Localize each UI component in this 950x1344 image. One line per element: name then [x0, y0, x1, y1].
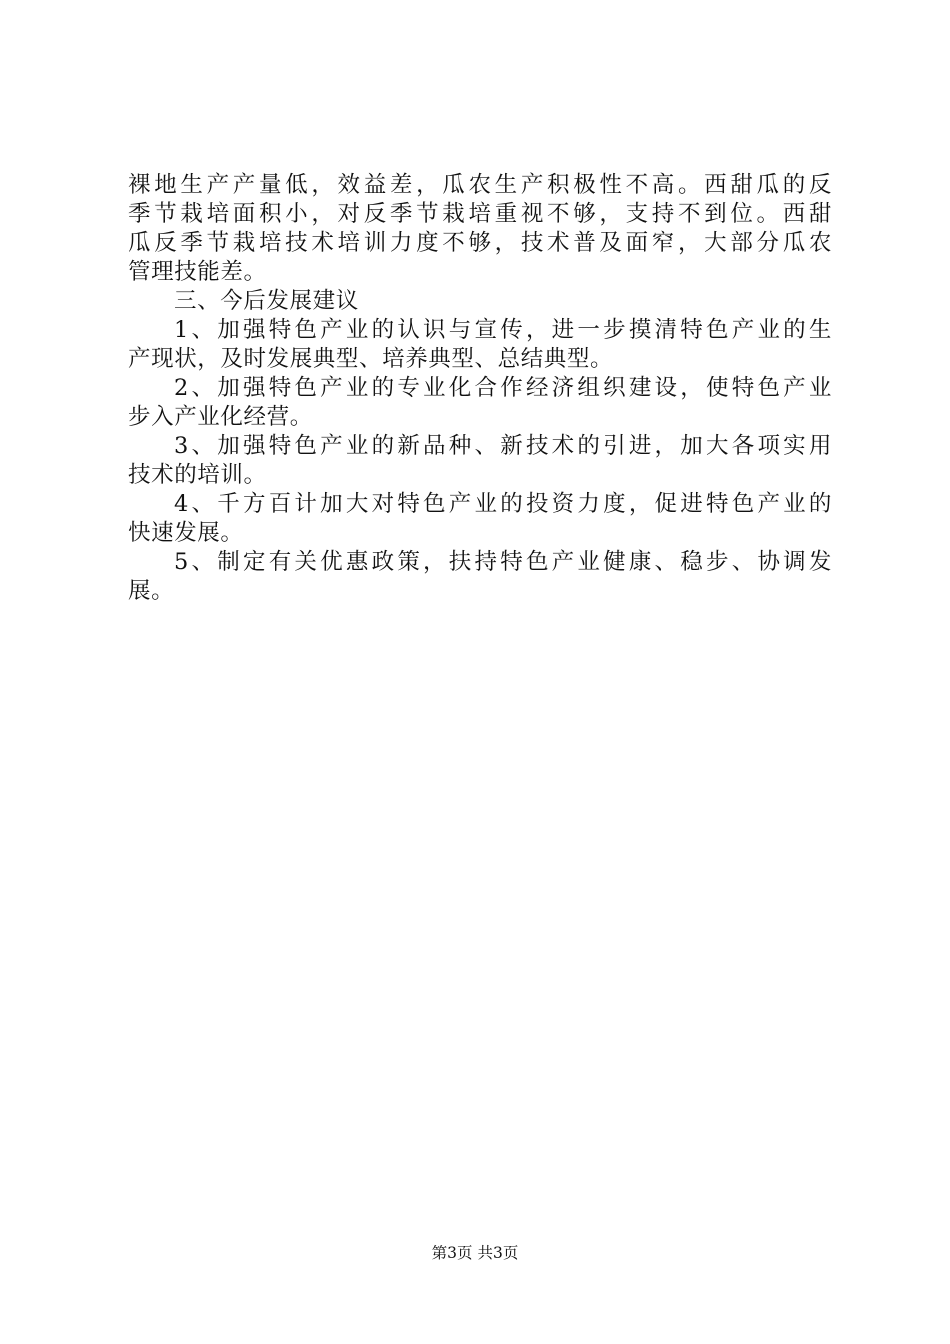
body-line: 裸地生产产量低，效益差，瓜农生产积极性不高。西甜瓜的反: [128, 172, 832, 198]
list-item-1-line-1: 1、加强特色产业的认识与宣传，进一步摸清特色产业的生: [174, 317, 832, 343]
body-line: 管理技能差。: [128, 259, 267, 285]
list-item-5-line-2: 展。: [128, 578, 175, 604]
list-item-3-line-2: 技术的培训。: [128, 462, 267, 488]
section-heading: 三、今后发展建议: [174, 288, 359, 314]
list-item-4-line-2: 快速发展。: [128, 520, 244, 546]
list-item-3-line-1: 3、加强特色产业的新品种、新技术的引进，加大各项实用: [174, 433, 832, 459]
body-line: 季节栽培面积小，对反季节栽培重视不够，支持不到位。西甜: [128, 201, 832, 227]
list-item-5-line-1: 5、制定有关优惠政策，扶持特色产业健康、稳步、协调发: [174, 549, 832, 575]
list-item-4-line-1: 4、千方百计加大对特色产业的投资力度，促进特色产业的: [174, 491, 832, 517]
list-item-2-line-1: 2、加强特色产业的专业化合作经济组织建设，使特色产业: [174, 375, 832, 401]
list-item-2-line-2: 步入产业化经营。: [128, 404, 313, 430]
page-number-footer: 第3页 共3页: [431, 1244, 519, 1262]
body-line: 瓜反季节栽培技术培训力度不够，技术普及面窄，大部分瓜农: [128, 230, 832, 256]
body-text: [128, 171, 832, 606]
list-item-1-line-2: 产现状，及时发展典型、培养典型、总结典型。: [128, 346, 614, 372]
